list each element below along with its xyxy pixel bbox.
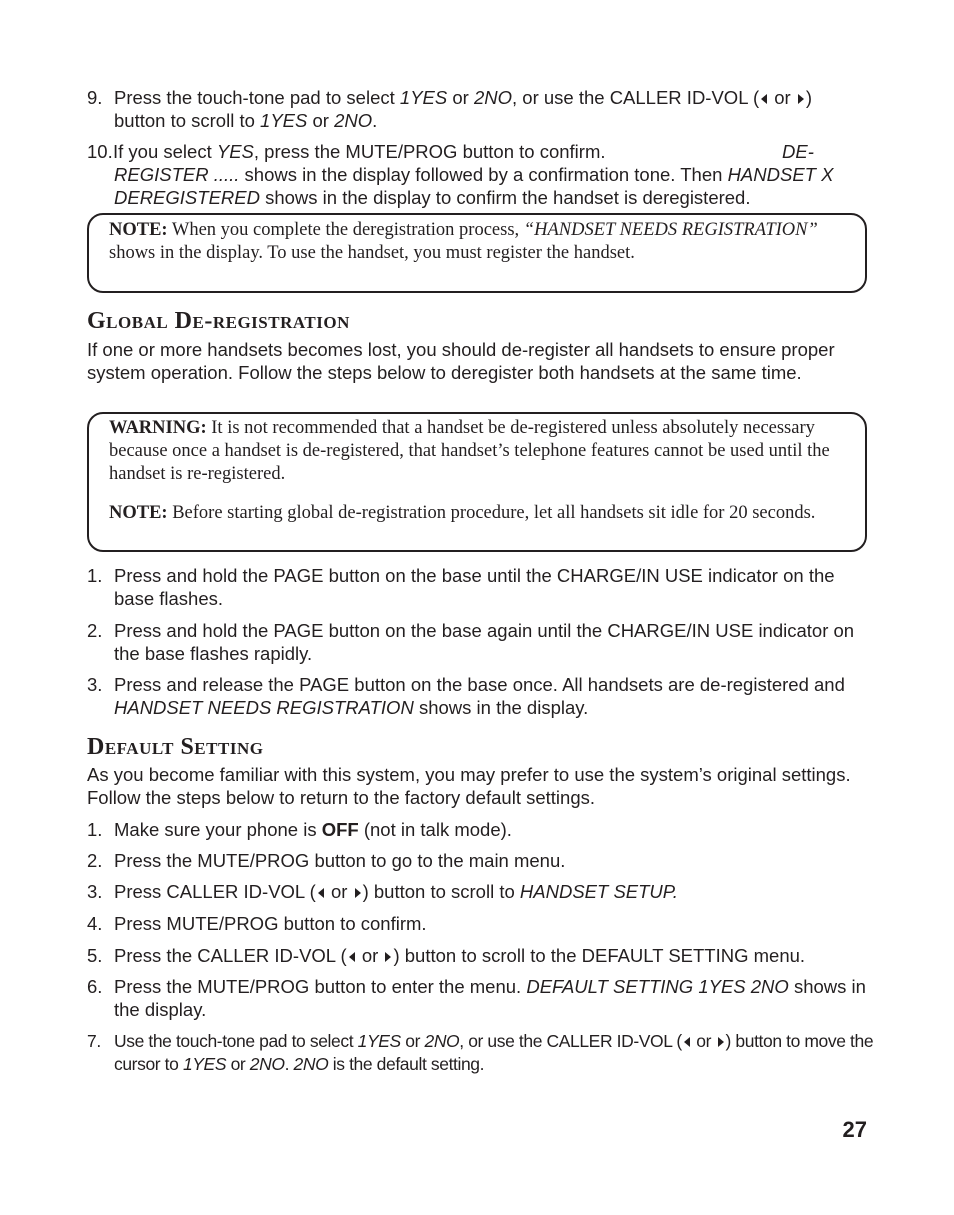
default-step-1: 1. Make sure your phone is OFF (not in talk mode). <box>87 819 512 840</box>
warning-text: WARNING: It is not recommended that a handset be de-registered unless absolutely necessary because once a handset is de-registered, that handset’s telephone features cannot be used until the handset is re-registered. <box>109 418 830 484</box>
note-text: NOTE: When you complete the deregistration process, “HANDSET NEEDS REGISTRATION” shows in the display. To use the handset, you must register the handset. <box>109 220 818 263</box>
default-step-4: 4. Press MUTE/PROG button to confirm. <box>87 913 427 934</box>
right-arrow-icon <box>355 888 361 898</box>
global-step-2: 2. Press and hold the PAGE button on the base again until the CHARGE/IN USE indicator on the base flashes rapidly. <box>87 620 855 664</box>
section-heading-global-deregistration: Global De-registration <box>87 308 350 334</box>
default-step-3: 3. Press CALLER ID-VOL ( or ) button to scroll to HANDSET SETUP. <box>87 881 678 902</box>
default-step-7: 7. Use the touch-tone pad to select 1YES or 2NO, or use the CALLER ID-VOL ( or ) button to move the cursor to 1YES or 2NO. 2NO is the default setting. <box>87 1031 874 1074</box>
left-arrow-icon <box>684 1037 690 1047</box>
warning-box <box>87 412 867 552</box>
right-arrow-icon <box>798 94 804 104</box>
step-text: If you select YES, press the MUTE/PROG button to confirm. DE- REGISTER ..... shows in the display followed by a confirmation tone. Then HANDSET X DEREGISTERED shows in the display to confirm the handset is deregistered. <box>113 141 834 208</box>
note-box <box>87 213 867 293</box>
section-heading-default-setting: Default Setting <box>87 734 264 760</box>
step-number: 10. <box>87 141 113 162</box>
step-10 <box>87 140 877 210</box>
right-arrow-icon <box>718 1037 724 1047</box>
left-arrow-icon <box>761 94 767 104</box>
note-text: NOTE: Before starting global de-registration procedure, let all handsets sit idle for 20 seconds. <box>109 503 816 523</box>
left-arrow-icon <box>349 952 355 962</box>
page-number: 27 <box>842 1117 867 1142</box>
right-arrow-icon <box>385 952 391 962</box>
global-step-1: 1. Press and hold the PAGE button on the base until the CHARGE/IN USE indicator on the base flashes. <box>87 565 835 609</box>
default-step-6: 6. Press the MUTE/PROG button to enter the menu. DEFAULT SETTING 1YES 2NO shows in the display. <box>87 976 866 1020</box>
default-step-2: 2. Press the MUTE/PROG button to go to the main menu. <box>87 850 566 871</box>
step-9 <box>87 86 877 132</box>
default-step-5: 5. Press the CALLER ID-VOL ( or ) button to scroll to the DEFAULT SETTING menu. <box>87 945 806 966</box>
section-intro: As you become familiar with this system, you may prefer to use the system’s original settings. Follow the steps below to return to the factory default settings. <box>87 764 851 808</box>
global-step-3: 3. Press and release the PAGE button on the base once. All handsets are de-registered and HANDSET NEEDS REGISTRATION shows in the display. <box>87 674 845 718</box>
step-number: 9. <box>87 87 103 108</box>
step-text: Press the touch-tone pad to select 1YES or 2NO, or use the CALLER ID-VOL ( or ) button to scroll to 1YES or 2NO. <box>114 87 813 131</box>
section-intro: If one or more handsets becomes lost, you should de-register all handsets to ensure proper system operation. Follow the steps below to deregister both handsets at the same time. <box>87 339 835 383</box>
left-arrow-icon <box>318 888 324 898</box>
